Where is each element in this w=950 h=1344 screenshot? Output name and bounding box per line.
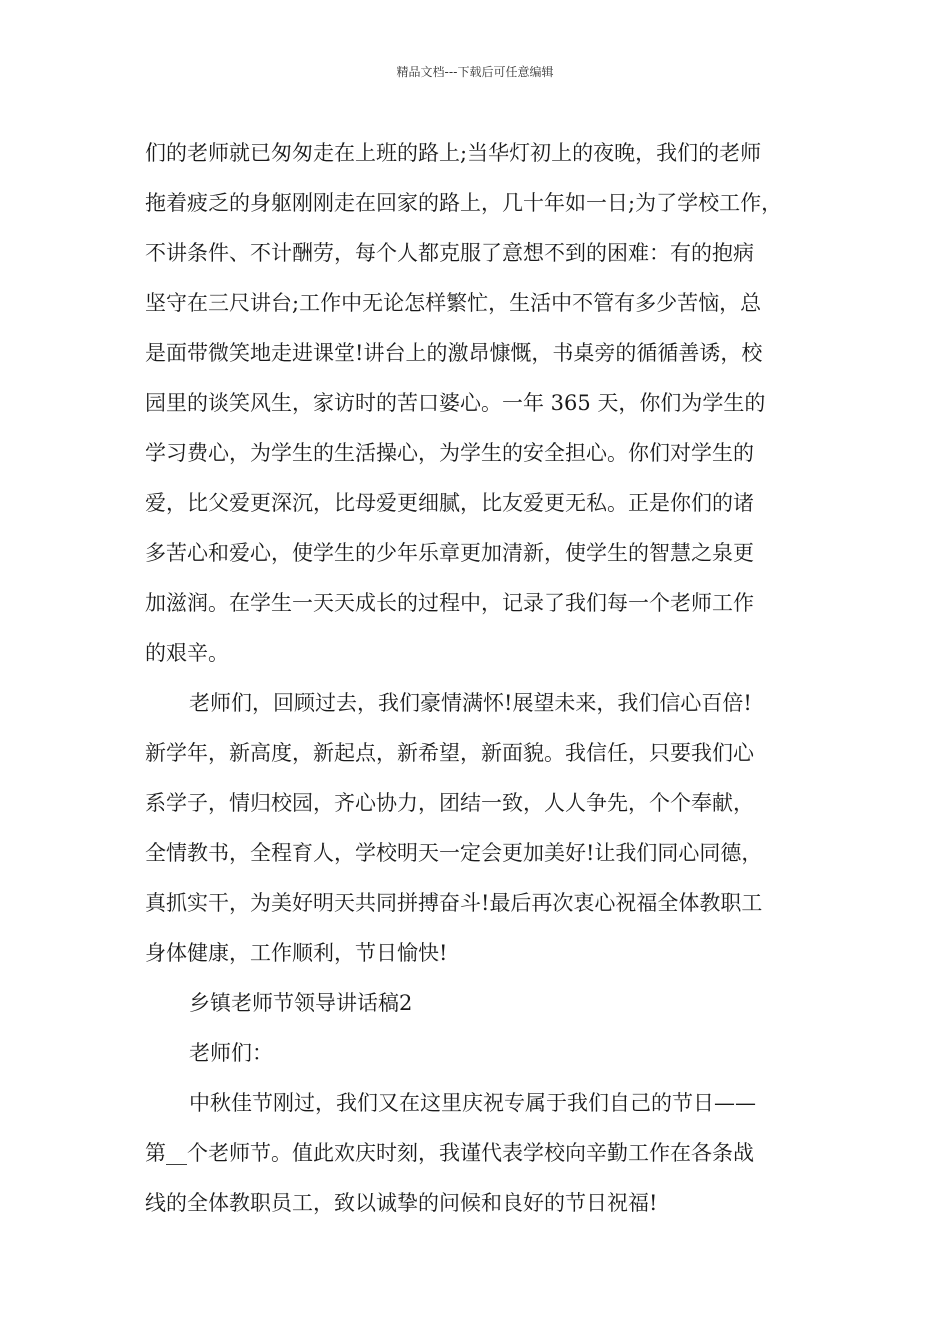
text-line: 园里的谈笑风生，家访时的苦口婆心。一年 365 天，你们为学生的 [145,391,766,415]
text-line: 爱，比父爱更深沉，比母爱更细腻，比友爱更无私。正是你们的诸 [145,491,754,515]
text-line: 系学子，情归校园，齐心协力，团结一致，人人争先，个个奉献， [145,791,754,815]
text-line: 加滋润。在学生一天天成长的过程中，记录了我们每一个老师工作 [145,591,754,615]
text-line: 拖着疲乏的身躯刚刚走在回家的路上，几十年如一日;为了学校工作， [145,191,783,215]
text-line: 老师们，回顾过去，我们豪情满怀!展望未来，我们信心百倍! [189,691,752,715]
text-line: 全情教书，全程育人，学校明天一定会更加美好!让我们同心同德， [145,841,763,865]
document-body [145,128,815,1228]
text-line: 乡镇老师节领导讲话稿2 [189,991,413,1015]
text-line: 新学年，新高度，新起点，新希望，新面貌。我信任，只要我们心 [145,741,754,765]
text-line: 身体健康，工作顺利，节日愉快! [145,941,448,965]
text-line: 中秋佳节刚过，我们又在这里庆祝专属于我们自己的节日—— [189,1091,756,1115]
page-header: 精品文档---下载后可任意编辑 [396,65,554,79]
text-line: 坚守在三尺讲台;工作中无论怎样繁忙，生活中不管有多少苦恼，总 [145,291,762,315]
text-line: 的艰辛。 [145,641,229,665]
text-line: 们的老师就已匆匆走在上班的路上;当华灯初上的夜晚，我们的老师 [145,141,762,165]
text-line: 是面带微笑地走进课堂!讲台上的激昂慷慨，书桌旁的循循善诱，校 [145,341,763,365]
text-line: 学习费心，为学生的生活操心，为学生的安全担心。你们对学生的 [145,441,754,465]
text-line: 真抓实干，为美好明天共同拼搏奋斗!最后再次衷心祝福全体教职工 [145,891,763,915]
text-line: 第__个老师节。值此欢庆时刻，我谨代表学校向辛勤工作在各条战 [145,1141,754,1165]
text-line: 老师们： [189,1041,273,1065]
text-line: 不讲条件、不计酬劳，每个人都克服了意想不到的困难：有的抱病 [145,241,754,265]
text-line: 线的全体教职员工，致以诚挚的问候和良好的节日祝福! [145,1191,658,1215]
text-line: 多苦心和爱心，使学生的少年乐章更加清新，使学生的智慧之泉更 [145,541,754,565]
